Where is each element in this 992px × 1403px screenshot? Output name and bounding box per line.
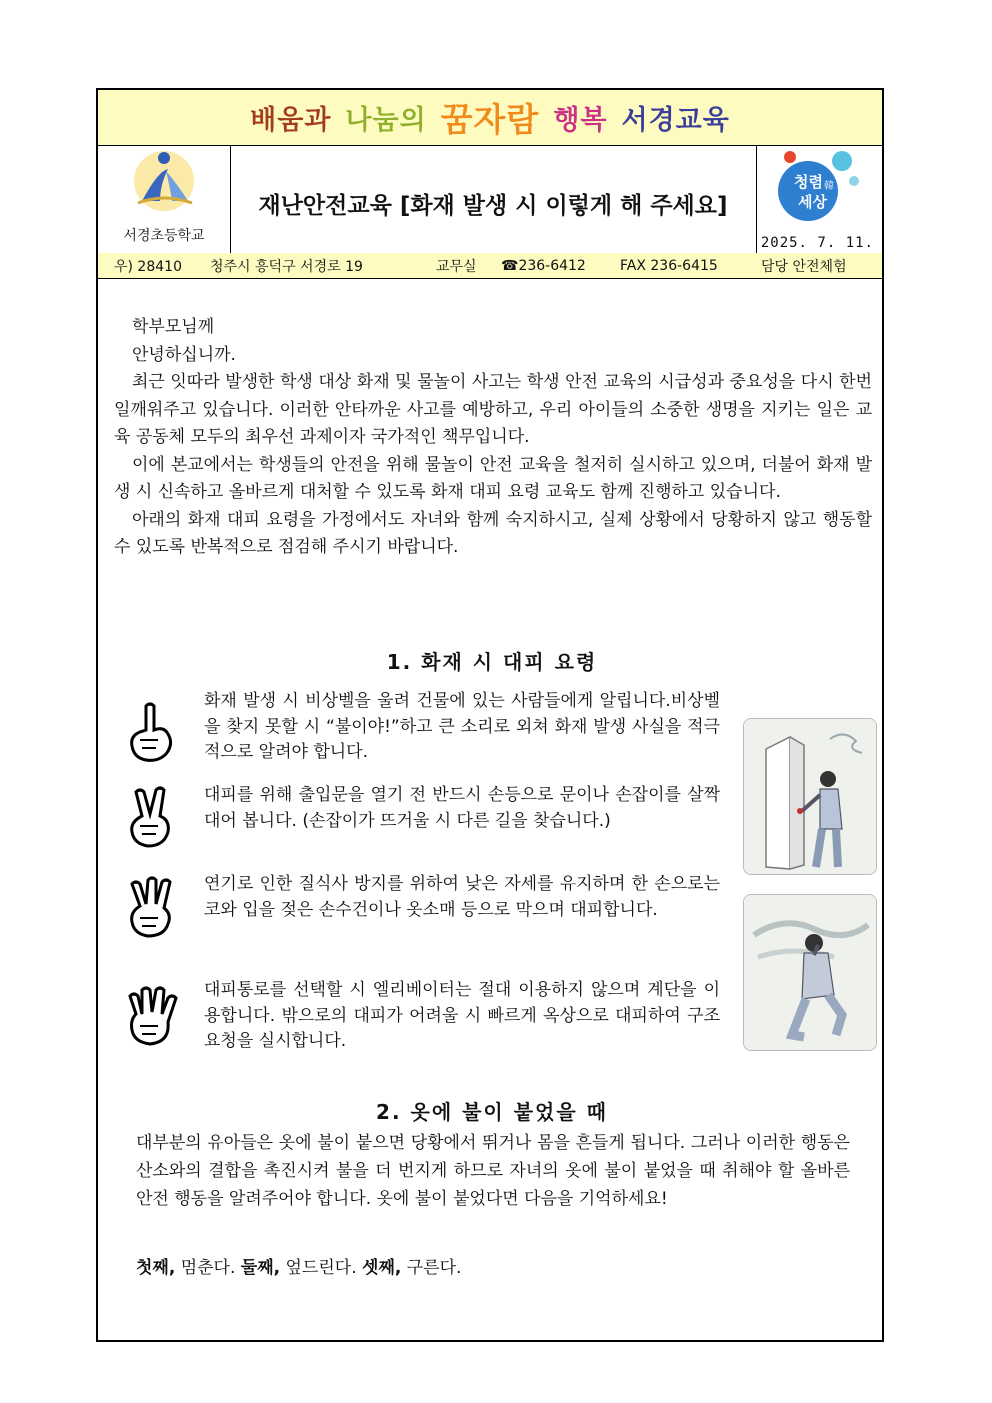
slogan-word-3: 꿈자람 [440, 100, 540, 139]
seal-cell [756, 145, 882, 253]
hand-two-fingers-icon [124, 786, 180, 850]
letter-paragraph-3: 아래의 화재 대피 요령을 가정에서도 자녀와 함께 숙지하시고, 실제 상황에서 당황하지 않고 행동할 수 있도록 반복적으로 점검해 주시기 바랍니다. [114, 509, 872, 557]
school-logo-icon [98, 145, 230, 225]
office-phone: ☎236-6412 [501, 257, 586, 274]
third-action: 구른다. [401, 1258, 462, 1278]
seal-text-3: 세상 [798, 193, 827, 211]
page-title: 재난안전교육 [화재 발생 시 이렇게 해 주세요] [258, 193, 728, 219]
school-name: 서경초등학교 [123, 228, 205, 244]
title-cell [230, 145, 757, 253]
header [98, 145, 882, 254]
person-in-charge: 담당 안전체험 [761, 258, 847, 275]
hand-one-finger-icon [124, 700, 180, 764]
door-check-illustration [743, 718, 877, 875]
second-label: 둘째, [240, 1258, 281, 1278]
hello: 안녕하십니까. [132, 344, 236, 365]
greeting: 학부모님께 [132, 317, 215, 337]
integrity-seal-icon [756, 145, 882, 233]
section-2-text: 대부분의 유아들은 옷에 불이 붙으면 당황에서 뛰거나 몸을 흔들게 됩니다. 그러나 이러한 행동은 산소와의 결합을 촉진시켜 불을 더 번지게 하므로 자녀의 옷에 불이 붙었을 때 취해야 할 올바른 안전 행동을 알려주어야 합니다. 옷에 불이 붙었다면 다음을 기억하세요! [136, 1133, 850, 1209]
address-bar [98, 253, 882, 279]
slogan-banner [98, 90, 882, 146]
letter-paragraph-1: 최근 잇따라 발생한 학생 대상 화재 및 물놀이 사고는 학생 안전 교육의 시급성과 중요성을 다시 한번 일깨워주고 있습니다. 이러한 안타까운 사고를 예방하고, 우리 아이들의 소중한 생명을 지키는 일은 교육 공동체 모두의 최우선 과제이자 국가적인 책무입니다. [114, 372, 872, 447]
evacuation-step-1: 화재 발생 시 비상벨을 울려 건물에 있는 사람들에게 알립니다.비상벨을 찾지 못할 시 “불이야!”하고 큰 소리로 외쳐 화재 발생 사실을 적극적으로 알려야 합니다. [204, 691, 720, 762]
seal-text-2: 韓 [824, 181, 834, 192]
evacuation-step-2: 대피를 위해 출입문을 열기 전 반드시 손등으로 문이나 손잡이를 살짝 대어 봅니다. (손잡이가 뜨거울 시 다른 길을 찾습니다.) [204, 785, 720, 831]
office-label: 교무실 [436, 258, 477, 275]
fire-on-clothes-rule [136, 1253, 461, 1278]
hand-four-fingers-icon [124, 984, 180, 1048]
section-2-title: 2. 옷에 불이 붙었을 때 [376, 1100, 608, 1124]
person-touching-door-icon [744, 719, 876, 874]
person-crouching-smoke-icon [744, 895, 876, 1050]
issue-date: 2025. 7. 11. [760, 235, 874, 251]
school-address: 청주시 흥덕구 서경로 19 [210, 258, 363, 275]
slogan-word-2: 나눔의 [345, 105, 427, 136]
slogan-word-5: 서경교육 [621, 105, 730, 136]
seal-text-1: 청렴 [794, 173, 823, 191]
slogan-word-4: 행복 [553, 105, 608, 136]
slogan-word-1: 배움과 [250, 105, 332, 136]
newsletter-page [96, 88, 884, 1342]
hand-three-fingers-icon [124, 876, 180, 940]
school-logo-cell [98, 145, 231, 253]
postal-code: 우) 28410 [114, 258, 182, 275]
first-action: 멈춘다. [175, 1258, 241, 1278]
first-label: 첫째, [136, 1258, 176, 1278]
section-1-title: 1. 화재 시 대피 요령 [386, 650, 598, 674]
fax-number: FAX 236-6415 [620, 257, 718, 274]
letter-paragraph-2: 이에 본교에서는 학생들의 안전을 위해 물놀이 안전 교육을 철저히 실시하고 있으며, 더불어 화재 발생 시 신속하고 올바르게 대처할 수 있도록 화재 대피 요령 교육도 함께 진행하고 있습니다. [114, 454, 872, 502]
evacuation-step-4: 대피통로를 선택할 시 엘리베이터는 절대 이용하지 않으며 계단을 이용합니다. 밖으로의 대피가 어려울 시 빠르게 옥상으로 대피하여 구조 요청을 실시합니다. [204, 980, 720, 1051]
letter-body [114, 314, 872, 562]
second-action: 엎드린다. [280, 1258, 363, 1278]
evacuation-step-3: 연기로 인한 질식사 방지를 위하여 낮은 자세를 유지하며 한 손으로는 코와 입을 젖은 손수건이나 옷소매 등으로 막으며 대피합니다. [204, 874, 720, 920]
low-posture-illustration [743, 894, 877, 1051]
third-label: 셋째, [362, 1258, 402, 1278]
